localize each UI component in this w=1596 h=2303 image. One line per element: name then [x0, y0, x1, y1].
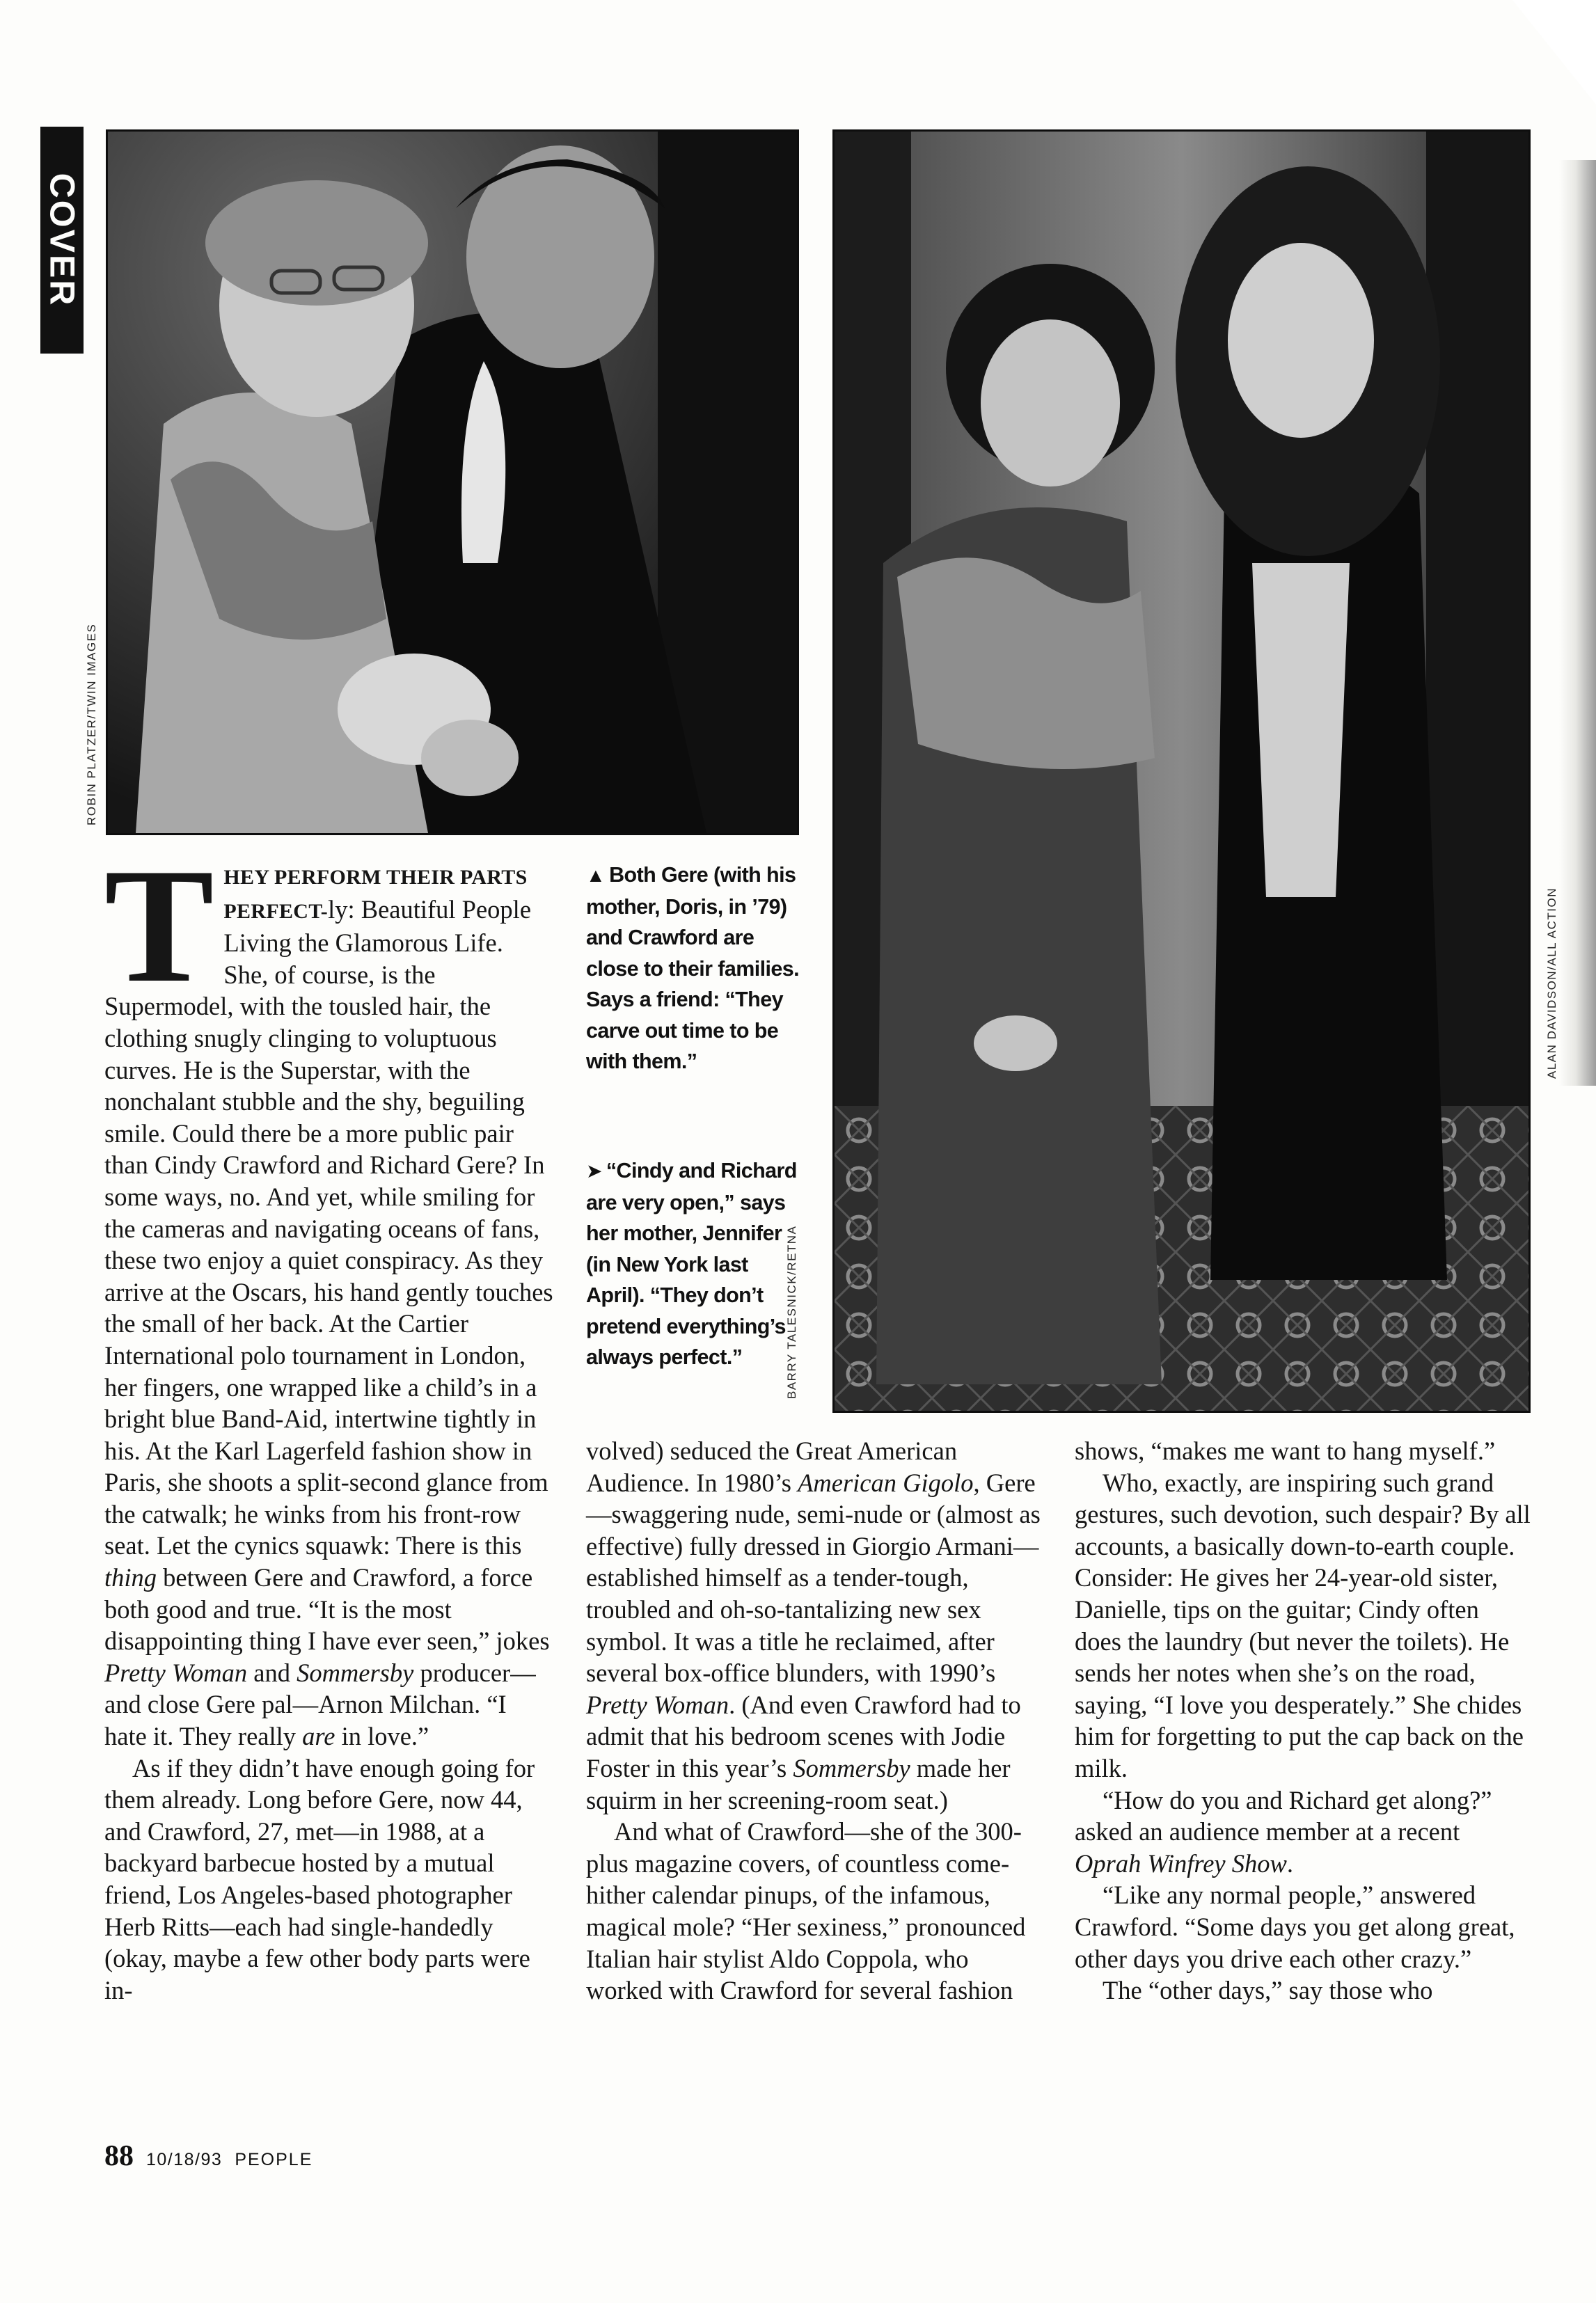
article-paragraph [1075, 1784, 1531, 1880]
show-title: Oprah Winfrey Show [1075, 1849, 1287, 1878]
caption-right-arrow-icon: ➤ [586, 1160, 602, 1182]
article-text: volved) seduced the Great American Audience. In 1980’s [586, 1437, 958, 1497]
article-text: . [1286, 1849, 1293, 1878]
article-paragraph [104, 835, 553, 1752]
photo-caption-2 [586, 1155, 802, 1373]
page-folio [104, 2139, 313, 2173]
caption-2-text: “Cindy and Richard are very open,” says her mother, Jennifer (in New York last April). “They don’t pretend everything’s always perfect.” [586, 1159, 797, 1369]
photo-credit-left: ROBIN PLATZER/TWIN IMAGES [85, 623, 98, 825]
article-paragraph: shows, “makes me want to hang myself.” [1075, 1437, 1496, 1465]
article-paragraph: As if they didn’t have enough going for them already. Long before Gere, now 44, and Crawford, 27, met—in 1988, at a backyard barbecue hosted by a mutual friend, Los Angeles-based photographer Herb Ritts—each had single-handedly (okay, maybe a few other body parts were in- [104, 1753, 535, 2004]
article-text: and [247, 1658, 297, 1687]
article-text: producer—and close Gere pal—Arnon Milchan. “I hate it. They really [104, 1658, 536, 1751]
page-gutter-shadow [1559, 160, 1596, 1086]
photo-caption-1 [586, 860, 802, 1077]
photo-gere-and-mother-image [108, 132, 797, 833]
article-paragraph: The “other days,” say those who [1103, 1976, 1433, 2005]
film-title: Pretty Woman [104, 1658, 248, 1687]
drop-cap: T [104, 835, 214, 1017]
article-column-3 [1075, 1435, 1531, 2007]
article-paragraph: And what of Crawford—she of the 300-plus magazine covers, of countless come-hither calendar pinups, of the infamous, magical mole? “Her sexiness,” pronounced Italian hair stylist Aldo Coppola, who worked with Crawford for several fashion [586, 1817, 1026, 2005]
page-number: 88 [104, 2140, 134, 2172]
section-tab [40, 127, 84, 354]
photo-crawford-and-mother [832, 129, 1531, 1413]
article-emphasis: thing [104, 1563, 157, 1592]
photo-credit-middle: BARRY TALESNICK/RETNA [785, 1225, 798, 1399]
article-emphasis: are [302, 1722, 335, 1751]
article-paragraph: Who, exactly, are inspiring such grand gestures, such devotion, such despair? By all accounts, a basically down-to-earth couple. Consider: He gives her 24-year-old sister, Danielle, tips on the guitar; Cindy often does the laundry (but never the toilets). He sends her notes when she’s on the road, saying, “I love you desperately.” She chides him for forgetting to put the cap back on the milk. [1075, 1468, 1531, 1782]
section-tab-label: COVER [42, 173, 81, 308]
article-text: in love.” [335, 1722, 429, 1751]
photo-credit-right: ALAN DAVIDSON/ALL ACTION [1545, 887, 1558, 1079]
article-text: between Gere and Crawford, a force both good and true. “It is the most disappointing thing I have ever seen,” jokes [104, 1563, 550, 1656]
film-title: Sommersby [297, 1658, 414, 1687]
film-title: Sommersby [793, 1753, 910, 1782]
article-text: “How do you and Richard get along?” asked an audience member at a recent [1075, 1785, 1492, 1846]
article-text: made her squirm in her screening-room seat.) [586, 1753, 1011, 1814]
article-text: . (And even Crawford had to admit that his bedroom scenes with Jodie Foster in this year’s [586, 1690, 1021, 1782]
photo-crawford-and-mother-image [835, 132, 1528, 1411]
article-column-2 [586, 1435, 1045, 2007]
article-lead-in: HEY PERFORM THEIR PARTS PERFECT- [223, 866, 528, 923]
film-title: Pretty Woman [586, 1690, 729, 1719]
issue-date: 10/18/93 [146, 2150, 223, 2169]
photo-gere-and-mother [106, 129, 799, 835]
publication-name: PEOPLE [235, 2150, 313, 2169]
film-title: American Gigolo [798, 1468, 974, 1497]
article-paragraph: “Like any normal people,” answered Crawford. “Some days you get along great, other days you drive each other crazy.” [1075, 1881, 1515, 1973]
page-corner-fold [1512, 0, 1596, 104]
caption-1-text: Both Gere (with his mother, Doris, in ’79) and Crawford are close to their families. Says a friend: “They carve out time to be with them.” [586, 863, 799, 1073]
article-text: , Gere—swaggering nude, semi-nude or (almost as effective) fully dressed in Giorgio Armani—established himself as a tender-tough, troubled and oh-so-tantalizing new sex symbol. It was a title he reclaimed, after several box-office blunders, with 1990’s [586, 1468, 1041, 1688]
article-paragraph [586, 1435, 1045, 1816]
caption-up-arrow-icon: ▲ [586, 864, 606, 886]
article-column-1 [104, 835, 553, 2006]
article-text: ly: Beautiful People Living the Glamorous Life. She, of course, is the Supermodel, with the tousled hair, the clothing snugly clinging to voluptuous curves. He is the Superstar, with the nonchalant stubble and the shy, beguiling smile. Could there be a more public pair than Cindy Crawford and Richard Gere? In some ways, no. And yet, while smiling for the cameras and navigating oceans of fans, these two enjoy a quiet conspiracy. As they arrive at the Oscars, his hand gently touches the small of her back. At the Cartier International polo tournament in London, her fingers, one wrapped like a child’s in a bright blue Band-Aid, intertwine tightly in his. At the Karl Lagerfeld fashion show in Paris, she shoots a split-second glance from the catwalk; he winks from his front-row seat. Let the cynics squawk: There is this [104, 894, 553, 1560]
